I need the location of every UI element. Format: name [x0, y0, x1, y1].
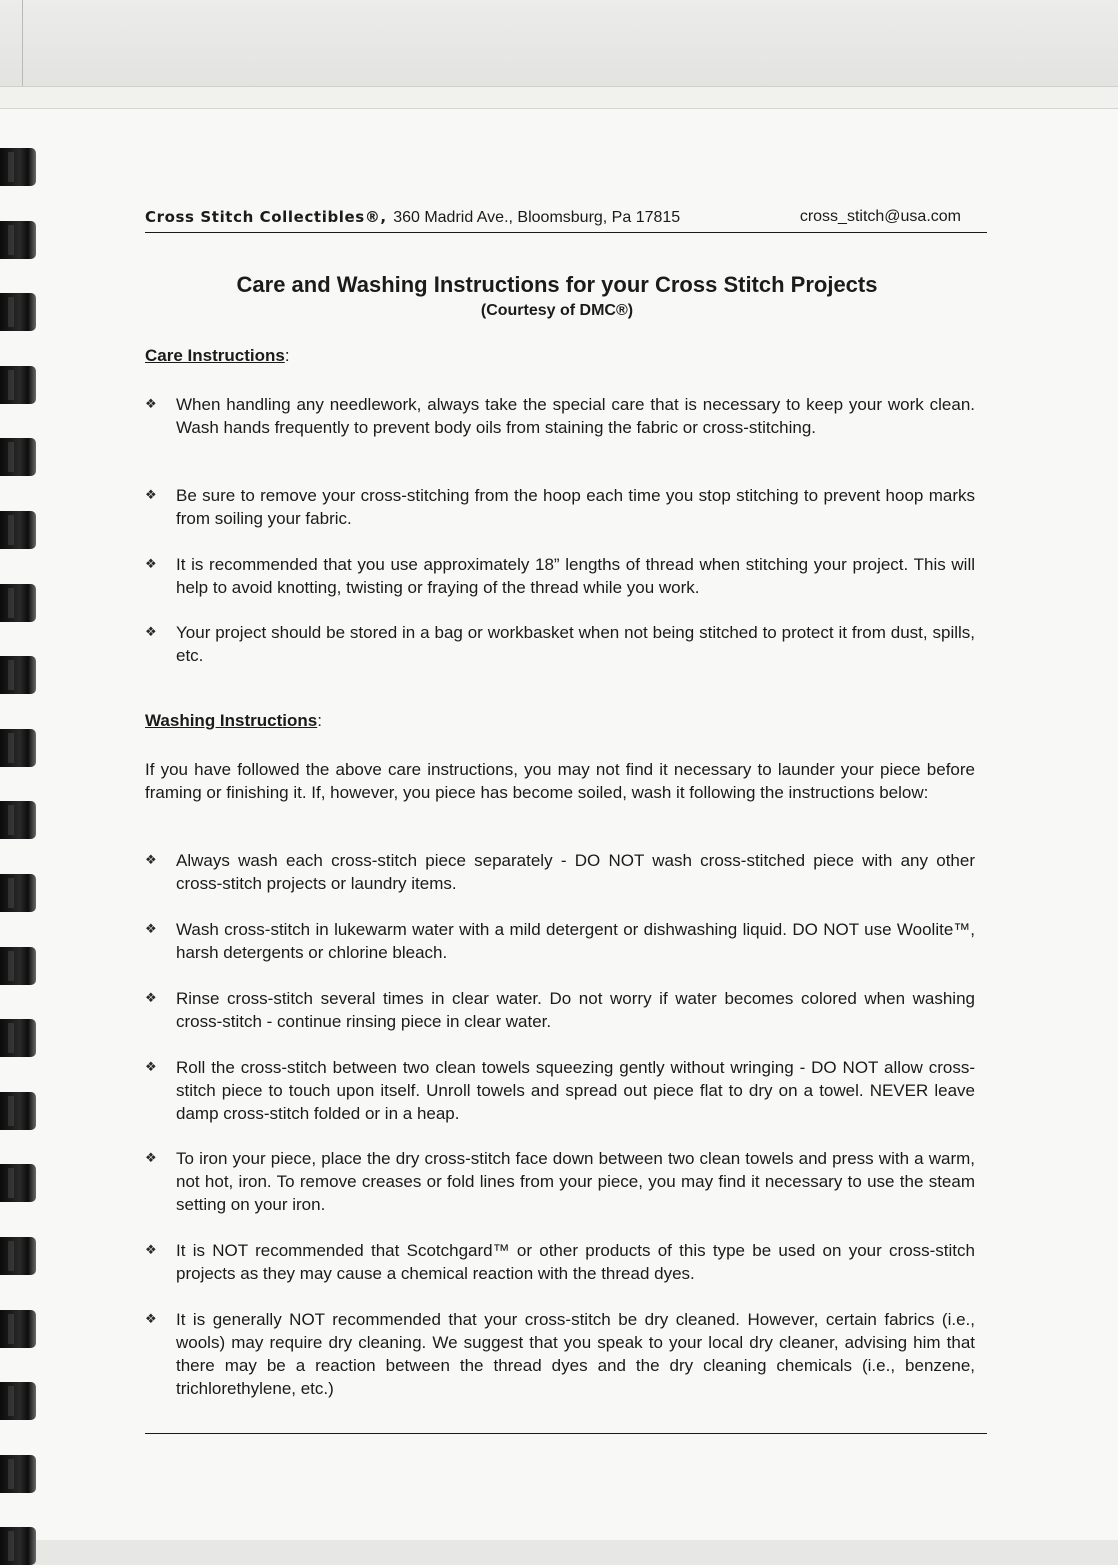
- washing-item-text: Wash cross-stitch in lukewarm water with a mild detergent or dishwashing liquid. DO NOT use Woolite™, harsh detergents or chlorine bleach.: [176, 920, 975, 962]
- washing-item: [145, 987, 975, 1033]
- washing-item-text: Rinse cross-stitch several times in clear water. Do not worry if water becomes colored when washing cross-stitch - continue rinsing piece in clear water.: [176, 989, 975, 1031]
- washing-item-text: Always wash each cross-stitch piece separately - DO NOT wash cross-stitched piece with any other cross-stitch projects or laundry items.: [176, 851, 975, 893]
- care-heading-text: Care Instructions: [145, 346, 285, 365]
- binding-coil: [0, 1310, 36, 1348]
- washing-item-text: To iron your piece, place the dry cross-stitch face down between two clean towels and press with a warm, not hot, iron. To remove creases or fold lines from your piece, you may find it necessary to use the steam setting on your iron.: [176, 1149, 975, 1214]
- washing-intro: If you have followed the above care instructions, you may not find it necessary to launder your piece before framing or finishing it. If, however, you piece has become soiled, wash it following the instructions below:: [145, 760, 975, 802]
- washing-item-text: It is generally NOT recommended that your cross-stitch be dry cleaned. However, certain fabrics (i.e., wools) may require dry cleaning. We suggest that you speak to your local dry cleaner, advising him that there may be a reaction between the thread dyes and the dry cleaning chemicals (i.e., benzene, trichlorethylene, etc.): [176, 1310, 975, 1398]
- bullet-diamond-icon: ❖: [145, 488, 157, 503]
- washing-item: [145, 1239, 975, 1285]
- binding-coil: [0, 656, 36, 694]
- bullet-diamond-icon: ❖: [145, 1151, 157, 1166]
- care-item-text: When handling any needlework, always take the special care that is necessary to keep your work clean. Wash hands frequently to prevent body oils from staining the fabric or cross-stitching.: [176, 395, 975, 437]
- footer-rule: [145, 1433, 987, 1434]
- washing-item: [145, 1147, 975, 1216]
- letterhead-rule: [145, 232, 987, 233]
- bullet-diamond-icon: ❖: [145, 1243, 157, 1258]
- bullet-diamond-icon: ❖: [145, 853, 157, 868]
- washing-item: [145, 849, 975, 895]
- care-item: [145, 393, 975, 439]
- brand-email: cross_stitch@usa.com: [799, 208, 961, 225]
- binding-coil: [0, 221, 36, 259]
- binding-coil: [0, 438, 36, 476]
- bullet-diamond-icon: ❖: [145, 397, 157, 412]
- binding-coil: [0, 1019, 36, 1057]
- letterhead: [145, 208, 987, 227]
- bullet-diamond-icon: ❖: [145, 1060, 157, 1075]
- binding-coil: [0, 511, 36, 549]
- washing-item-text: It is NOT recommended that Scotchgard™ or other products of this type be used on your cross-stitch projects as they may cause a chemical reaction with the thread dyes.: [176, 1241, 975, 1283]
- washing-item: [145, 918, 975, 964]
- binding-coil: [0, 1382, 36, 1420]
- care-heading-colon: :: [284, 346, 290, 365]
- care-item: [145, 553, 975, 599]
- binding-coil: [0, 729, 36, 767]
- care-heading: [145, 346, 290, 366]
- care-item: [145, 484, 975, 530]
- binding-coil: [0, 801, 36, 839]
- binding-coil: [0, 148, 36, 186]
- care-item: [145, 621, 975, 667]
- care-item-text: Be sure to remove your cross-stitching from the hoop each time you stop stitching to prevent hoop marks from soiling your fabric.: [176, 486, 975, 528]
- binding-coil: [0, 584, 36, 622]
- binding-coil: [0, 947, 36, 985]
- binding-coil: [0, 293, 36, 331]
- page-title: Care and Washing Instructions for your Cross Stitch Projects: [236, 272, 878, 297]
- washing-heading-text: Washing Instructions: [145, 711, 318, 730]
- bullet-diamond-icon: ❖: [145, 1312, 157, 1327]
- bullet-diamond-icon: ❖: [145, 922, 157, 937]
- bullet-diamond-icon: ❖: [145, 557, 157, 572]
- washing-item: [145, 1056, 975, 1125]
- binding-coil: [0, 1237, 36, 1275]
- washing-item-text: Roll the cross-stitch between two clean towels squeezing gently without wringing - DO NOT allow cross-stitch piece to touch upon itself. Unroll towels and spread out piece flat to dry on a towel. NEVER leave damp cross-stitch folded or in a heap.: [176, 1058, 975, 1123]
- brand-name: Cross Stitch Collectibles®,: [145, 208, 387, 226]
- binding-coil: [0, 1164, 36, 1202]
- care-item-text: Your project should be stored in a bag or workbasket when not being stitched to protect it from dust, spills, etc.: [176, 623, 975, 665]
- bullet-diamond-icon: ❖: [145, 991, 157, 1006]
- bullet-diamond-icon: ❖: [145, 625, 157, 640]
- washing-heading: [145, 711, 322, 731]
- binding-coil: [0, 1092, 36, 1130]
- binding-coil: [0, 1527, 36, 1565]
- binding-coil: [0, 874, 36, 912]
- washing-item: [145, 1308, 975, 1400]
- page-subtitle: (Courtesy of DMC®): [480, 302, 634, 319]
- binding-coil: [0, 1455, 36, 1493]
- binding-coil: [0, 366, 36, 404]
- brand-address: 360 Madrid Ave., Bloomsburg, Pa 17815: [393, 209, 681, 226]
- care-item-text: It is recommended that you use approximately 18” lengths of thread when stitching your project. This will help to avoid knotting, twisting or fraying of the thread while you work.: [176, 555, 975, 597]
- washing-heading-colon: :: [317, 711, 322, 730]
